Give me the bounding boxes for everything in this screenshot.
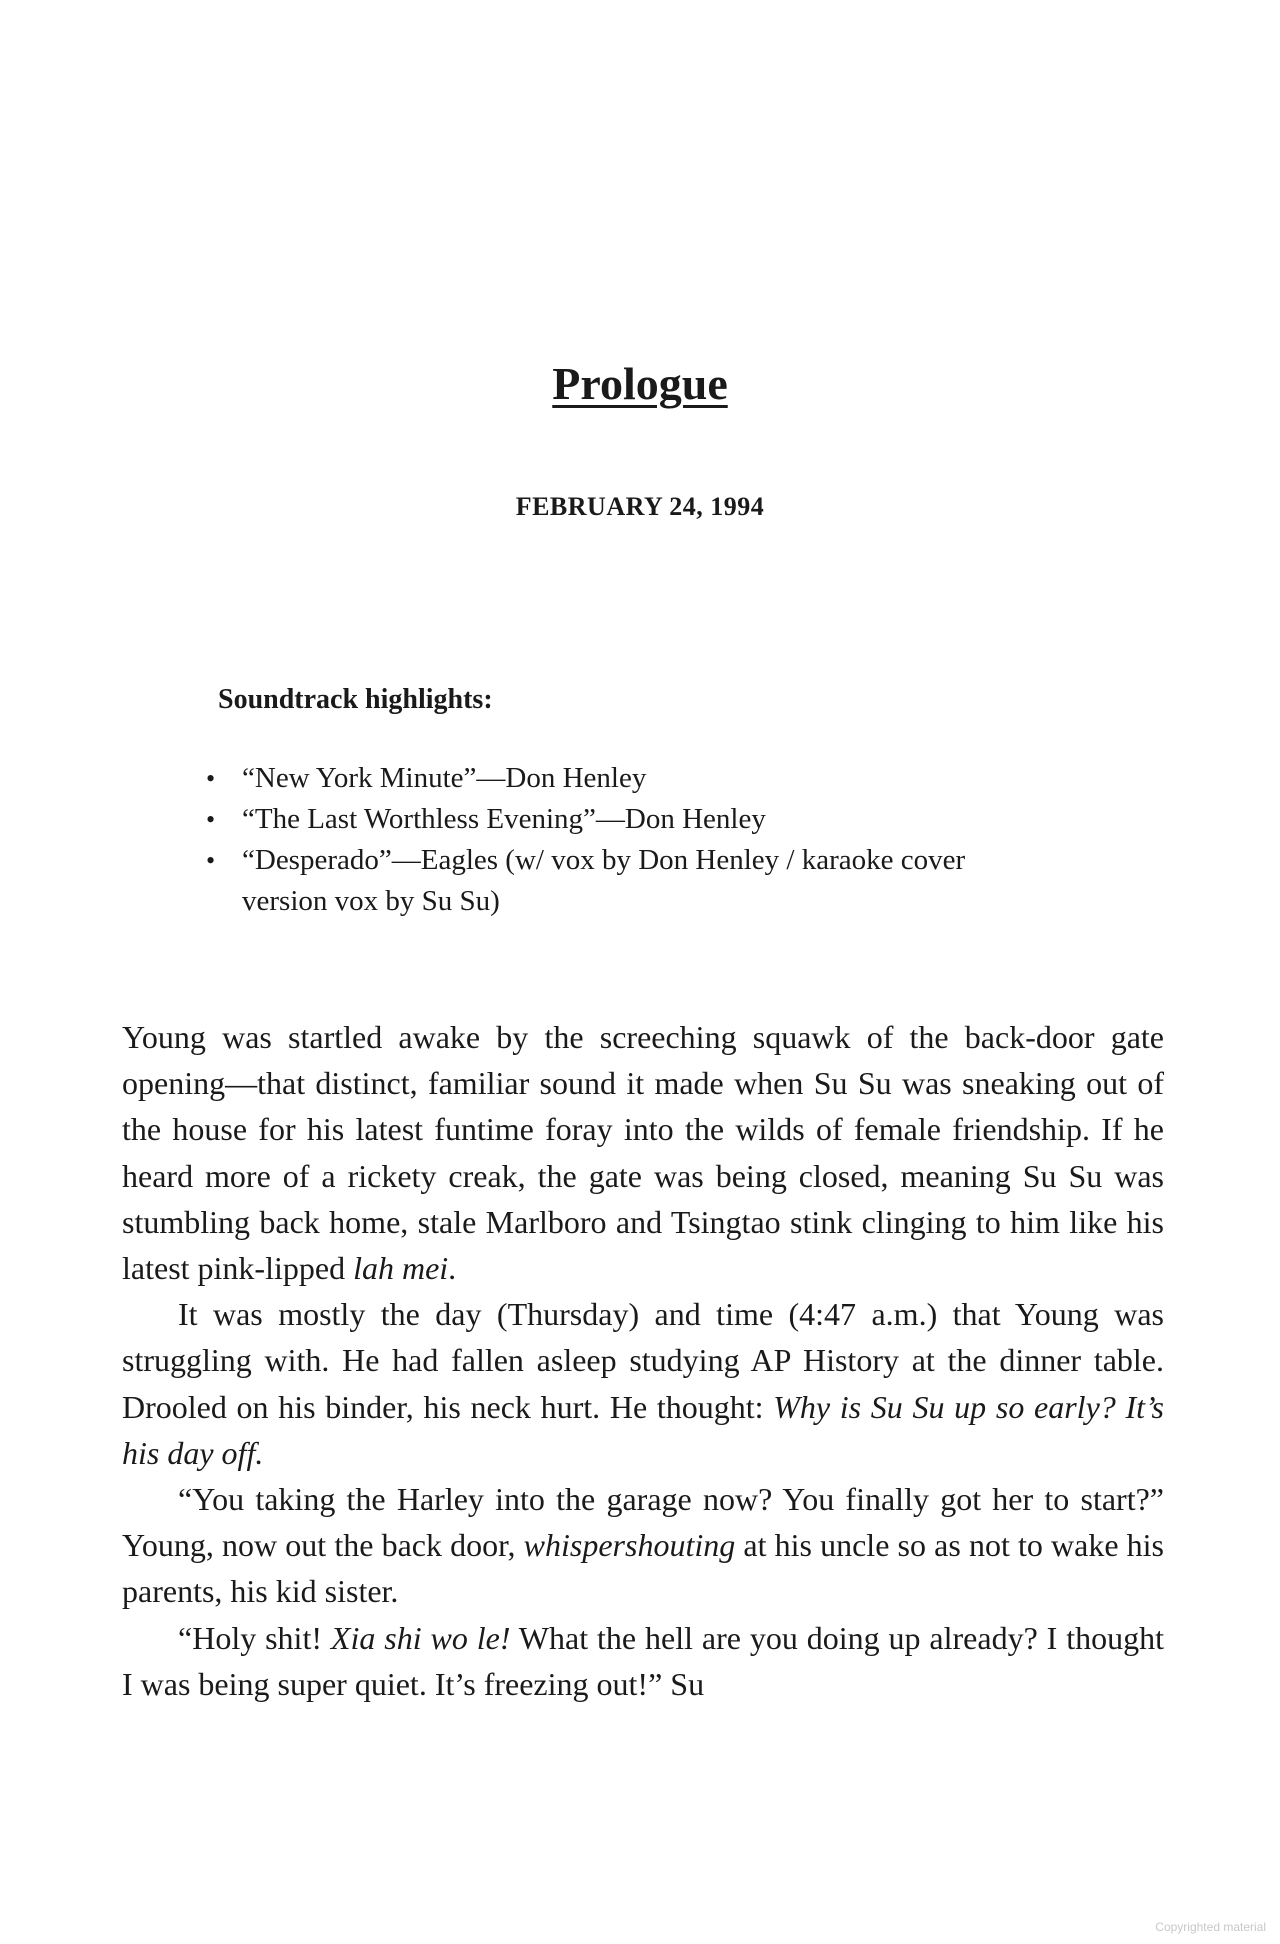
list-item-text: “The Last Worthless Evening”—Don Henley <box>242 803 766 835</box>
paragraph-text: It was mostly the day (Thursday) and time (4:47 a.m.) that Young was struggling with. He had fallen asleep studying AP History at the dinner table. Drooled on his binder, his neck hurt. He thought: <box>122 1296 1164 1425</box>
bullet-icon: • <box>206 805 216 834</box>
paragraph-3 <box>122 1476 1164 1615</box>
paragraph-1 <box>122 1014 1164 1291</box>
paragraph-emphasis: lah mei <box>353 1250 449 1287</box>
paragraph-text: Young was startled awake by the screeching squawk of the back-door gate opening—that distinct, familiar sound it made when Su Su was sneaking out of the house for his latest funtime foray into the wilds of female friendship. If he heard more of a rickety creak, the gate was being closed, meaning Su Su was stumbling back home, stale Marlboro and Tsingtao stink clinging to him like his latest pink-lipped <box>122 1019 1164 1287</box>
soundtrack-heading: Soundtrack highlights: <box>218 684 493 715</box>
paragraph-text: . <box>448 1250 457 1287</box>
list-item-text: “New York Minute”—Don Henley <box>242 762 647 794</box>
paragraph-2 <box>122 1291 1164 1476</box>
paragraph-text: at his uncle so as not to wake his parents, his kid sister. <box>122 1527 1165 1610</box>
list-item <box>206 840 1026 922</box>
chapter-date: FEBRUARY 24, 1994 <box>515 492 765 521</box>
paragraph-emphasis: whispershouting <box>523 1527 736 1564</box>
paragraph-emphasis: Xia shi wo le! <box>330 1619 511 1656</box>
paragraph-text: “You taking the Harley into the garage now? You finally got her to start?” Young, now out the back door, <box>122 1481 1164 1564</box>
paragraph-emphasis: Why is Su Su up so early? It’s his day off. <box>122 1388 1165 1471</box>
paragraph-text: What the hell are you doing up already? I thought I was being super quiet. It’s freezing out!” Su <box>122 1619 1165 1702</box>
paragraph-4 <box>122 1615 1164 1707</box>
bullet-icon: • <box>206 764 216 793</box>
bullet-icon: • <box>206 846 216 875</box>
list-item <box>206 758 1026 799</box>
list-item-text: “Desperado”—Eagles (w/ vox by Don Henley / karaoke cover version vox by Su Su) <box>242 844 966 917</box>
body-text <box>122 1014 1164 1707</box>
paragraph-text: “Holy shit! <box>178 1619 331 1656</box>
soundtrack-list <box>206 758 1026 922</box>
list-item <box>206 799 1026 840</box>
chapter-title: Prologue <box>552 358 728 409</box>
copyright-watermark: Copyrighted material <box>1155 1920 1266 1934</box>
